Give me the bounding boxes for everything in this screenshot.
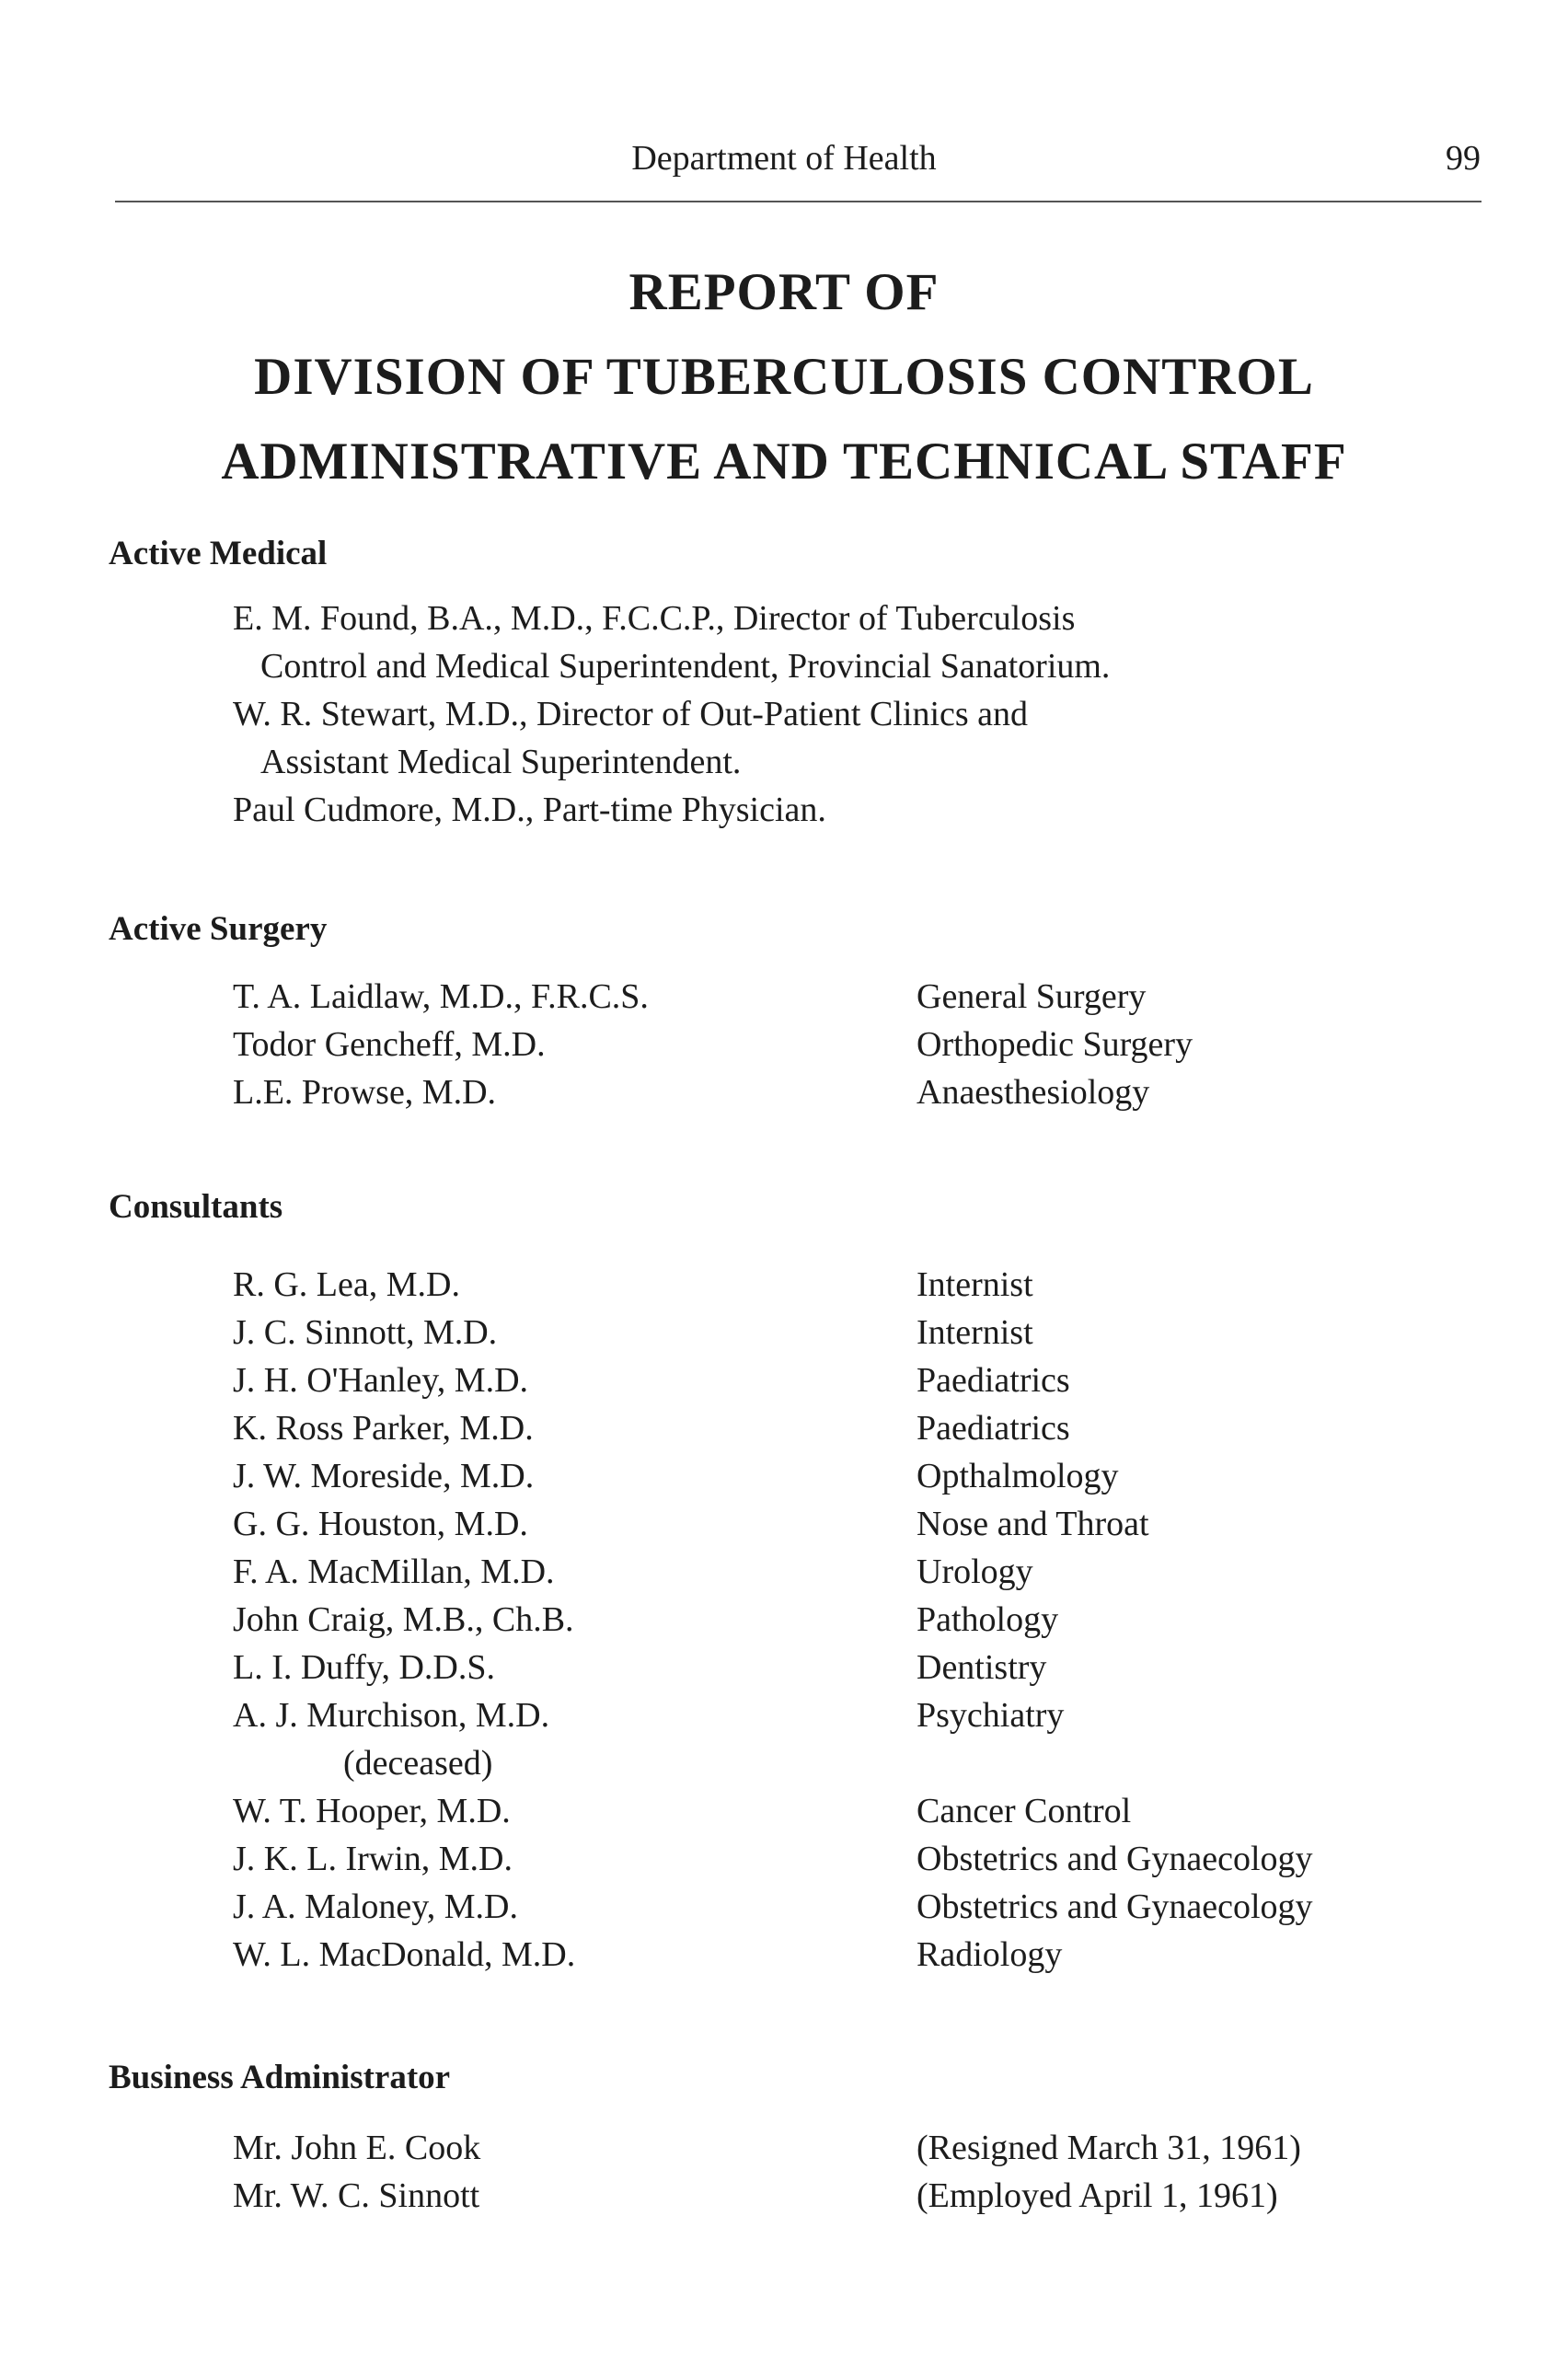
business-administrator-heading: Business Administrator [109, 2059, 451, 2096]
list-item [233, 1647, 1521, 1695]
staff-role: Internist [917, 1265, 1033, 1304]
staff-role: Obstetrics and Gynaecology [917, 1887, 1313, 1926]
list-item [233, 1839, 1521, 1887]
list-item [233, 1360, 1521, 1408]
staff-role: Orthopedic Surgery [917, 1025, 1193, 1064]
staff-role: Paediatrics [917, 1361, 1070, 1400]
title-line-2: DIVISION OF TUBERCULOSIS CONTROL [254, 348, 1314, 406]
list-item [233, 1024, 1521, 1072]
staff-note: (deceased) [343, 1744, 493, 1783]
staff-role: Opthalmology [917, 1457, 1119, 1495]
staff-name: John Craig, M.B., Ch.B. [233, 1600, 574, 1639]
staff-name: T. A. Laidlaw, M.D., F.R.C.S. [233, 977, 649, 1016]
staff-role: Radiology [917, 1935, 1063, 1974]
list-item [233, 1504, 1521, 1552]
list-item [233, 2176, 1521, 2223]
list-item [233, 1599, 1521, 1647]
list-item [233, 1552, 1521, 1599]
staff-name: J. H. O'Hanley, M.D. [233, 1361, 529, 1400]
report-title [0, 250, 1568, 504]
department-name: Department of Health [631, 139, 937, 178]
staff-name: Mr. W. C. Sinnott [233, 2176, 480, 2215]
staff-role: Cancer Control [917, 1792, 1132, 1830]
staff-name: G. G. Houston, M.D. [233, 1505, 528, 1543]
staff-name: R. G. Lea, M.D. [233, 1265, 460, 1304]
staff-role: Dentistry [917, 1648, 1047, 1687]
active-surgery-heading: Active Surgery [109, 910, 328, 948]
list-item [233, 1743, 1521, 1791]
staff-role: Nose and Throat [917, 1505, 1149, 1543]
staff-name: L.E. Prowse, M.D. [233, 1073, 497, 1112]
staff-name: J. A. Maloney, M.D. [233, 1887, 518, 1926]
staff-name: F. A. MacMillan, M.D. [233, 1552, 555, 1591]
staff-name: W. L. MacDonald, M.D. [233, 1935, 576, 1974]
business-administrator-list [233, 2128, 1521, 2223]
staff-name: W. T. Hooper, M.D. [233, 1792, 511, 1830]
staff-role: Paediatrics [917, 1409, 1070, 1448]
staff-role: Urology [917, 1552, 1033, 1591]
staff-name: Todor Gencheff, M.D. [233, 1025, 546, 1064]
staff-name: J. K. L. Irwin, M.D. [233, 1840, 513, 1878]
staff-name: J. C. Sinnott, M.D. [233, 1313, 498, 1352]
list-item [233, 1408, 1521, 1456]
staff-role: Obstetrics and Gynaecology [917, 1840, 1313, 1878]
medical-line: Paul Cudmore, M.D., Part-time Physician. [233, 791, 826, 829]
list-item [233, 1456, 1521, 1504]
medical-line: W. R. Stewart, M.D., Director of Out-Patient Clinics and [233, 695, 1029, 733]
staff-name: A. J. Murchison, M.D. [233, 1696, 550, 1735]
staff-role: (Resigned March 31, 1961) [917, 2129, 1301, 2167]
list-item [233, 1695, 1521, 1743]
staff-role: Psychiatry [917, 1696, 1065, 1735]
title-line-1: REPORT OF [628, 263, 940, 321]
consultants-list [233, 1264, 1521, 1982]
list-item [233, 1934, 1521, 1982]
consultants-heading: Consultants [109, 1188, 283, 1226]
staff-name: K. Ross Parker, M.D. [233, 1409, 534, 1448]
list-item [233, 1887, 1521, 1934]
medical-line: E. M. Found, B.A., M.D., F.C.C.P., Director of Tuberculosis [233, 599, 1076, 638]
list-item [233, 1312, 1521, 1360]
staff-role: General Surgery [917, 977, 1147, 1016]
list-item [233, 1072, 1521, 1120]
staff-name: J. W. Moreside, M.D. [233, 1457, 535, 1495]
title-line-3: ADMINISTRATIVE AND TECHNICAL STAFF [221, 433, 1347, 491]
page-number: 99 [1446, 139, 1481, 178]
list-item [233, 2128, 1521, 2176]
medical-line: Control and Medical Superintendent, Provincial Sanatorium. [260, 647, 1111, 686]
active-medical-text [233, 594, 1110, 834]
list-item [233, 1791, 1521, 1839]
staff-role: Internist [917, 1313, 1033, 1352]
staff-name: Mr. John E. Cook [233, 2129, 481, 2167]
staff-role: (Employed April 1, 1961) [917, 2176, 1278, 2215]
header-rule [115, 201, 1482, 202]
staff-role: Pathology [917, 1600, 1059, 1639]
list-item [233, 976, 1521, 1024]
staff-role: Anaesthesiology [917, 1073, 1150, 1112]
active-surgery-list [233, 976, 1521, 1120]
medical-line: Assistant Medical Superintendent. [260, 743, 742, 781]
list-item [233, 1264, 1521, 1312]
running-header [0, 138, 1568, 193]
active-medical-heading: Active Medical [109, 535, 328, 572]
staff-name: L. I. Duffy, D.D.S. [233, 1648, 495, 1687]
